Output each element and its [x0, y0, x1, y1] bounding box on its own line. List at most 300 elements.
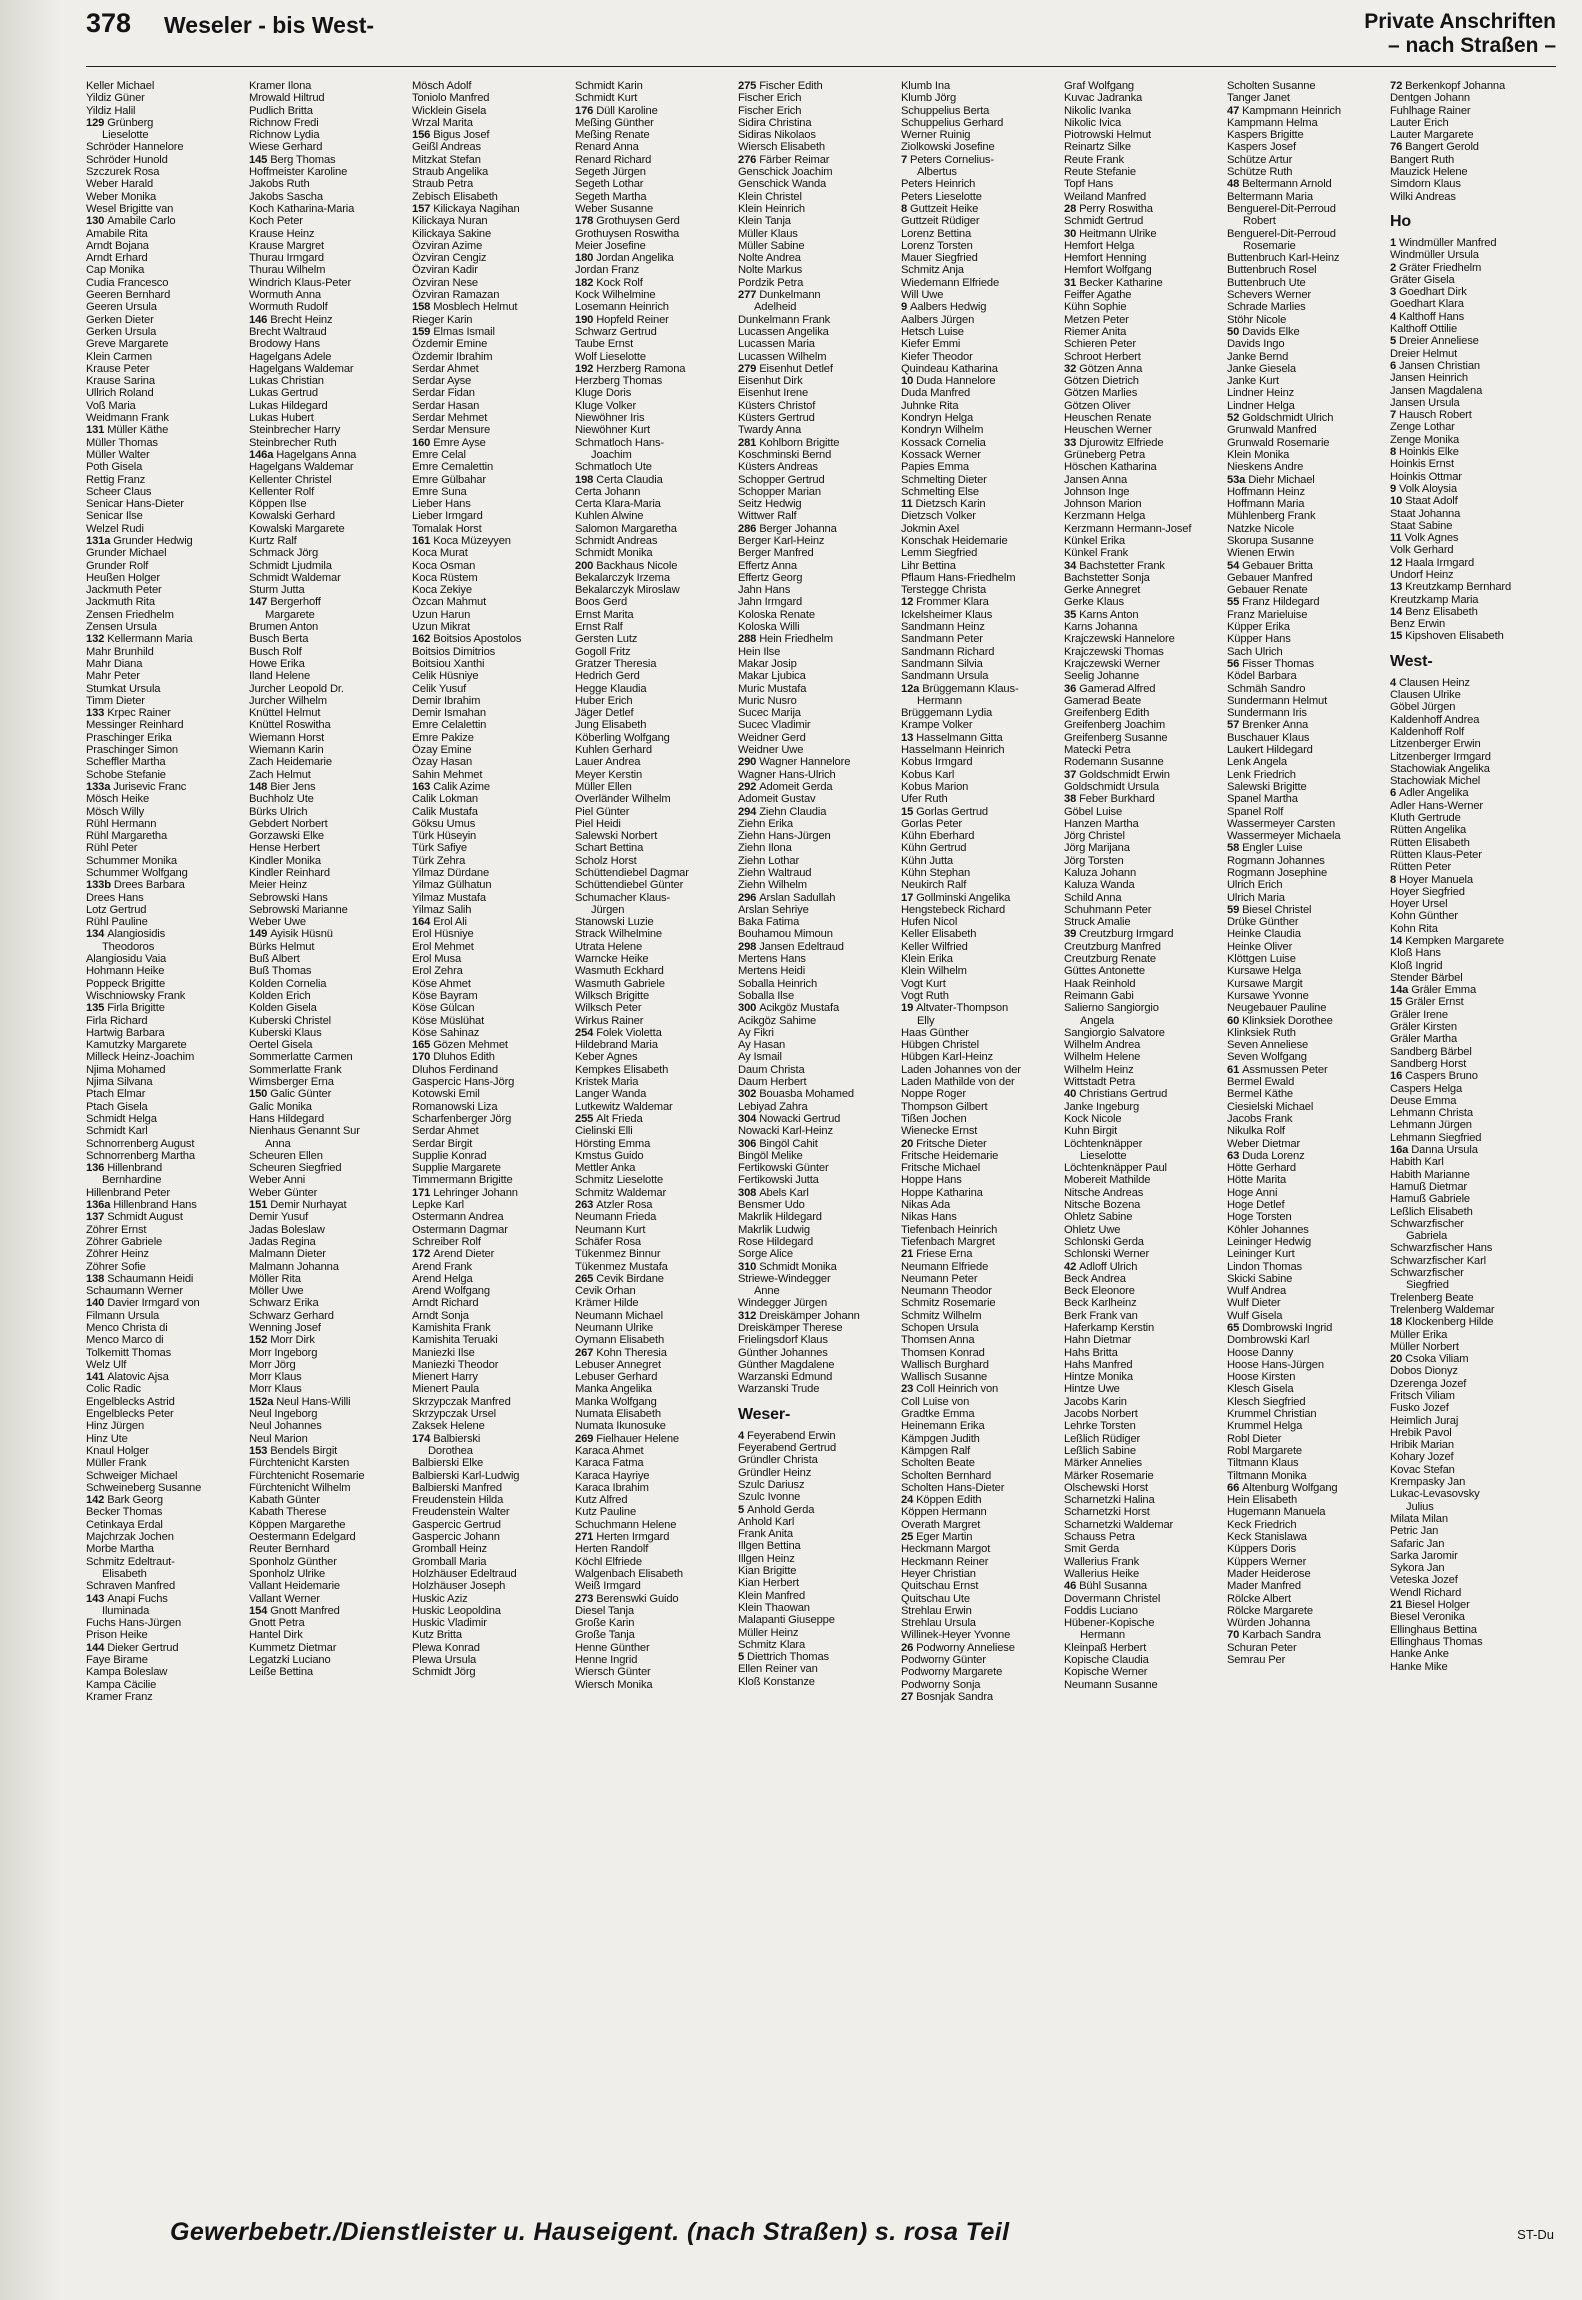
resident-name: Engelblecks Astrid	[86, 1395, 175, 1408]
resident-entry	[1227, 560, 1385, 572]
resident-name: Gersten Lutz	[575, 633, 638, 646]
resident-entry	[249, 1420, 407, 1432]
resident-entry	[1390, 1525, 1548, 1537]
resident-entry	[738, 1383, 896, 1395]
resident-name: Dluhos Ferdinand	[412, 1063, 498, 1076]
house-number: 277	[738, 289, 760, 302]
resident-name: Yilmaz Mustafa	[412, 891, 486, 904]
resident-entry	[738, 978, 896, 990]
resident-name: Twardy Anna	[738, 424, 802, 437]
resident-entry	[575, 596, 733, 608]
resident-name: Tiefenbach Heinrich	[901, 1223, 998, 1236]
resident-name: Fisser Thomas	[1242, 657, 1314, 670]
resident-name: Märker Annelies	[1064, 1457, 1142, 1470]
resident-entry	[738, 1076, 896, 1088]
resident-name: Podworny Sonja	[901, 1678, 981, 1691]
resident-name: Koca Rüstem	[412, 571, 478, 584]
resident-entry	[1064, 1494, 1222, 1506]
resident-entry	[575, 1113, 733, 1125]
resident-entry	[1390, 141, 1548, 153]
resident-entry	[1227, 781, 1385, 793]
resident-entry	[738, 547, 896, 559]
resident-entry	[1227, 1568, 1385, 1580]
house-number: 165	[412, 1039, 434, 1052]
resident-entry	[1390, 1021, 1548, 1033]
resident-entry	[1390, 1009, 1548, 1021]
resident-entry	[249, 240, 407, 252]
resident-entry	[249, 424, 407, 436]
resident-entry	[1390, 1550, 1548, 1562]
resident-entry	[1390, 1107, 1548, 1119]
resident-entry	[575, 1261, 733, 1273]
resident-entry	[575, 510, 733, 522]
resident-name: Perry Roswitha	[1079, 202, 1153, 215]
resident-entry	[412, 953, 570, 965]
resident-entry	[1390, 1304, 1548, 1316]
resident-entry	[738, 1027, 896, 1039]
resident-entry	[575, 387, 733, 399]
resident-entry	[249, 498, 407, 510]
resident-name: Kilickaya Nagihan	[433, 202, 520, 215]
resident-entry	[249, 1187, 407, 1199]
resident-entry	[901, 301, 1059, 313]
resident-entry	[412, 941, 570, 953]
resident-entry	[1064, 474, 1222, 486]
resident-name: Müller Käthe	[107, 424, 169, 437]
resident-entry	[901, 830, 1059, 842]
resident-name: Kobus Irmgard	[901, 756, 973, 769]
resident-name: Jäger Detlef	[575, 707, 634, 720]
resident-entry	[412, 719, 570, 731]
resident-name: Keller Michael	[86, 80, 155, 92]
resident-entry	[86, 1556, 244, 1568]
resident-name: Wilhelm Andrea	[1064, 1039, 1141, 1052]
resident-name: Schmäh Sandro	[1227, 682, 1306, 695]
resident-name: Fuhlhage Rainer	[1390, 104, 1471, 117]
resident-name: Nowacki Karl-Heinz	[738, 1125, 833, 1138]
resident-entry	[738, 1322, 896, 1334]
resident-entry	[1227, 474, 1385, 486]
resident-entry	[575, 154, 733, 166]
resident-entry	[738, 941, 896, 953]
resident-entry	[1390, 249, 1548, 261]
resident-entry	[86, 879, 244, 891]
resident-entry	[249, 596, 407, 608]
resident-name: Kuhn Birgit	[1064, 1125, 1118, 1138]
resident-entry	[1064, 1383, 1222, 1395]
resident-entry	[1064, 1556, 1222, 1568]
resident-name: Leininger Kurt	[1227, 1248, 1295, 1261]
resident-entry	[1390, 471, 1548, 483]
resident-entry	[249, 633, 407, 645]
resident-name: Krause Sarina	[86, 375, 155, 388]
resident-name: Strehlau Erwin	[901, 1604, 972, 1617]
resident-name: Emre Cemalettin	[412, 461, 494, 474]
resident-entry	[412, 400, 570, 412]
resident-entry-continuation	[1064, 1629, 1222, 1641]
resident-entry	[86, 1113, 244, 1125]
resident-entry	[249, 166, 407, 178]
resident-entry	[1064, 1273, 1222, 1285]
resident-entry	[901, 781, 1059, 793]
resident-entry	[738, 1614, 896, 1626]
resident-name: Bark Georg	[107, 1494, 163, 1507]
resident-entry	[412, 1211, 570, 1223]
street-heading: Weser-	[738, 1405, 791, 1423]
resident-name: Emre Celalettin	[412, 719, 487, 732]
resident-entry	[1390, 1488, 1548, 1500]
resident-entry	[738, 1528, 896, 1540]
resident-name: Greifenberg Edith	[1064, 707, 1150, 720]
resident-entry	[1064, 1125, 1222, 1137]
resident-entry	[575, 203, 733, 215]
house-number: 296	[738, 891, 760, 904]
resident-name: Lenk Friedrich	[1227, 768, 1296, 781]
resident-entry	[1227, 1543, 1385, 1555]
resident-entry	[901, 547, 1059, 559]
resident-entry	[86, 1310, 244, 1322]
resident-name: Thompson Gilbert	[901, 1100, 988, 1113]
resident-entry	[738, 1627, 896, 1639]
resident-entry	[86, 1101, 244, 1113]
resident-entry	[1390, 105, 1548, 117]
resident-name: Lukas Hildegard	[249, 399, 328, 412]
resident-entry	[901, 1285, 1059, 1297]
resident-name: Schmidt Gertrud	[1064, 215, 1144, 228]
resident-entry	[738, 387, 896, 399]
resident-name: Drees Barbara	[113, 879, 185, 892]
house-number: 28	[1064, 202, 1080, 215]
resident-name: Grüneberg Petra	[1064, 448, 1146, 461]
resident-entry	[1064, 387, 1222, 399]
resident-name: Sidira Christina	[738, 116, 812, 129]
resident-name: Müller Erika	[1390, 1328, 1448, 1341]
resident-entry	[1064, 1088, 1222, 1100]
resident-entry	[1390, 569, 1548, 581]
resident-entry	[575, 375, 733, 387]
resident-entry	[412, 1076, 570, 1088]
resident-name: Wrzal Marita	[412, 116, 473, 129]
resident-entry	[1227, 314, 1385, 326]
resident-name: Gaspercic Johann	[412, 1531, 500, 1544]
resident-entry	[901, 424, 1059, 436]
resident-name: Davier Irmgard von	[107, 1297, 200, 1310]
resident-entry	[1227, 1420, 1385, 1432]
resident-entry	[249, 707, 407, 719]
resident-entry	[575, 474, 733, 486]
resident-entry	[738, 1334, 896, 1346]
directory-column-6	[901, 80, 1059, 2198]
resident-name: Kindler Monika	[249, 854, 321, 867]
resident-name: Wilhelm Helene	[1064, 1051, 1141, 1064]
resident-name: Hemfort Wolfgang	[1064, 264, 1152, 277]
resident-name: Gabriela	[1406, 1230, 1448, 1243]
resident-name: Rühl Hermann	[86, 817, 157, 830]
house-number: 171	[412, 1186, 434, 1199]
resident-name: Dentgen Johann	[1390, 92, 1471, 105]
resident-entry	[901, 756, 1059, 768]
resident-name: Manka Angelika	[575, 1383, 652, 1396]
resident-name: Mahr Peter	[86, 670, 140, 683]
resident-name: Schild Anna	[1064, 891, 1122, 904]
resident-entry	[1390, 1513, 1548, 1525]
resident-name: Schuran Peter	[1227, 1641, 1297, 1654]
resident-name: Weber Günter	[249, 1186, 318, 1199]
resident-name: Lukac-Levasovsky	[1390, 1488, 1480, 1501]
resident-name: Warzanski Trude	[738, 1383, 820, 1396]
resident-name: Dombrowski Karl	[1227, 1334, 1310, 1347]
resident-name: Lorenz Bettina	[901, 227, 972, 240]
resident-entry	[1064, 141, 1222, 153]
resident-name: Bingöl Melike	[738, 1149, 803, 1162]
resident-entry	[1390, 1587, 1548, 1599]
resident-name: Ziehn Erika	[738, 817, 793, 830]
resident-name: Zöhrer Sofie	[86, 1260, 146, 1273]
resident-entry	[575, 1445, 733, 1457]
resident-entry	[901, 1322, 1059, 1334]
resident-name: Schmitz Lieselotte	[575, 1174, 664, 1187]
resident-entry	[575, 117, 733, 129]
resident-entry	[249, 1051, 407, 1063]
resident-entry	[575, 1543, 733, 1555]
resident-name: Sundermann Helmut	[1227, 694, 1328, 707]
resident-name: Greve Margarete	[86, 338, 169, 351]
resident-name: Will Uwe	[901, 289, 944, 302]
resident-name: Schopper Marian	[738, 485, 821, 498]
directory-column-9	[1390, 80, 1548, 2198]
resident-name: Schevers Werner	[1227, 289, 1311, 302]
resident-entry	[1227, 1494, 1385, 1506]
resident-name: Lemm Siegfried	[901, 547, 978, 560]
resident-name: Hoge Anni	[1227, 1186, 1278, 1199]
house-number: 170	[412, 1051, 434, 1064]
resident-name: Messinger Reinhard	[86, 719, 184, 732]
resident-name: Brüggemann Klaus-	[922, 682, 1019, 695]
resident-name: Peters Heinrich	[901, 178, 976, 191]
resident-name: Caspers Helga	[1390, 1082, 1463, 1095]
resident-entry	[1064, 228, 1222, 240]
resident-name: Lebuser Gerhard	[575, 1371, 658, 1384]
resident-name: Emre Pakize	[412, 731, 474, 744]
resident-name: Brodowy Hans	[249, 338, 320, 351]
resident-name: Köse Sahinaz	[412, 1026, 480, 1039]
resident-name: Schwarz Erika	[249, 1297, 319, 1310]
resident-name: Hasselmann Heinrich	[901, 744, 1005, 757]
resident-name: Klein Heinrich	[738, 202, 805, 215]
resident-name: Hoinkis Elke	[1399, 446, 1459, 459]
resident-name: Laden Mathilde von der	[901, 1076, 1015, 1089]
resident-name: Wilksch Brigitte	[575, 989, 650, 1002]
resident-name: Emre Suna	[412, 485, 467, 498]
resident-entry	[249, 412, 407, 424]
resident-entry	[249, 535, 407, 547]
resident-entry	[86, 1051, 244, 1063]
resident-name: Jürgen	[591, 903, 625, 916]
resident-name: Janke Ingeburg	[1064, 1100, 1140, 1113]
house-number: 149	[249, 928, 271, 941]
resident-name: Struck Amalie	[1064, 916, 1131, 929]
resident-name: Quitschau Ute	[901, 1592, 970, 1605]
resident-entry	[1064, 363, 1222, 375]
resident-name: Praschinger Erika	[86, 731, 172, 744]
resident-entry-continuation	[86, 941, 244, 953]
resident-entry	[86, 1580, 244, 1592]
resident-entry	[412, 855, 570, 867]
resident-entry	[249, 683, 407, 695]
resident-name: Fritsch Viliam	[1390, 1389, 1455, 1402]
resident-entry	[249, 326, 407, 338]
resident-entry	[86, 363, 244, 375]
resident-entry	[901, 1506, 1059, 1518]
resident-entry	[1390, 861, 1548, 873]
resident-name: Janke Bernd	[1227, 350, 1289, 363]
resident-name: Lieselotte	[1080, 1149, 1127, 1162]
resident-entry-continuation	[901, 695, 1059, 707]
resident-name: Spanel Martha	[1227, 793, 1298, 806]
resident-entry	[86, 1015, 244, 1027]
house-number: 308	[738, 1186, 760, 1199]
resident-name: Njima Mohamed	[86, 1063, 166, 1076]
resident-entry	[1064, 289, 1222, 301]
resident-entry	[86, 141, 244, 153]
resident-name: Gnott Manfred	[270, 1604, 340, 1617]
resident-entry	[1064, 92, 1222, 104]
resident-name: Kämpgen Judith	[901, 1432, 980, 1445]
resident-entry	[86, 1039, 244, 1051]
resident-name: Kabath Therese	[249, 1506, 327, 1519]
resident-name: Dreier Helmut	[1390, 347, 1458, 360]
resident-entry	[412, 1347, 570, 1359]
resident-name: Kmstus Guido	[575, 1149, 644, 1162]
resident-name: Feber Burkhard	[1079, 793, 1155, 806]
resident-entry	[86, 904, 244, 916]
resident-entry	[249, 154, 407, 166]
resident-name: Nikolic Ivanka	[1064, 104, 1131, 117]
resident-entry	[412, 1088, 570, 1100]
resident-entry	[1064, 1531, 1222, 1543]
resident-name: Kursawe Margit	[1227, 977, 1303, 990]
resident-entry	[901, 1187, 1059, 1199]
resident-entry	[86, 990, 244, 1002]
resident-entry	[412, 1629, 570, 1641]
resident-name: Kühn Stephan	[901, 867, 971, 879]
resident-entry	[1390, 947, 1548, 959]
resident-name: Heuschen Renate	[1064, 412, 1152, 425]
resident-entry	[412, 178, 570, 190]
resident-entry	[249, 1371, 407, 1383]
resident-name: Yildiz Halil	[86, 104, 136, 117]
resident-name: Grunder Hedwig	[113, 534, 193, 547]
resident-name: Klein Monika	[1227, 448, 1290, 461]
house-number: 161	[412, 534, 434, 547]
resident-entry	[1390, 1402, 1548, 1414]
resident-name: Wallerius Frank	[1064, 1555, 1140, 1568]
resident-name: Drees Hans	[86, 891, 144, 904]
resident-entry	[575, 141, 733, 153]
resident-entry	[1064, 1666, 1222, 1678]
resident-entry	[412, 695, 570, 707]
resident-entry	[249, 1162, 407, 1174]
house-number: 58	[1227, 842, 1243, 855]
resident-name: Semrau Per	[1227, 1654, 1286, 1666]
resident-entry	[1064, 928, 1222, 940]
resident-name: Kian Brigitte	[738, 1565, 797, 1578]
resident-entry	[412, 92, 570, 104]
resident-entry	[249, 351, 407, 363]
resident-name: Kampmann Helma	[1227, 116, 1318, 129]
resident-name: Küppers Werner	[1227, 1555, 1307, 1568]
resident-name: Nienhaus Genannt Sur	[249, 1125, 360, 1138]
house-number: 163	[412, 780, 434, 793]
resident-entry	[1390, 1329, 1548, 1341]
resident-name: Fertikowski Günter	[738, 1162, 829, 1175]
resident-name: Windmüller Ursula	[1390, 249, 1479, 262]
resident-entry	[86, 1236, 244, 1248]
resident-name: Mertens Hans	[738, 953, 806, 966]
resident-entry	[86, 1076, 244, 1088]
resident-entry	[249, 437, 407, 449]
house-number: 141	[86, 1371, 108, 1384]
resident-name: Kuhlen Gerhard	[575, 744, 652, 757]
resident-entry	[738, 1347, 896, 1359]
resident-entry	[901, 1347, 1059, 1359]
house-number: 143	[86, 1592, 108, 1605]
resident-entry	[1390, 1218, 1548, 1230]
resident-name: Skicki Sabine	[1227, 1272, 1293, 1285]
resident-name: Kohn Günther	[1390, 910, 1458, 923]
resident-entry	[1227, 1347, 1385, 1359]
resident-entry	[1390, 910, 1548, 922]
resident-entry	[1227, 437, 1385, 449]
resident-entry	[901, 92, 1059, 104]
resident-entry	[1227, 1629, 1385, 1641]
resident-entry	[1064, 80, 1222, 92]
resident-name: Neumann Michael	[575, 1309, 663, 1322]
resident-name: Effertz Georg	[738, 571, 803, 584]
resident-entry	[901, 941, 1059, 953]
resident-name: Baka Fatima	[738, 916, 800, 929]
resident-entry	[412, 633, 570, 645]
resident-name: Veteska Jozef	[1390, 1574, 1458, 1587]
resident-name: Windmüller Manfred	[1399, 236, 1497, 249]
resident-entry	[738, 351, 896, 363]
resident-entry	[1064, 351, 1222, 363]
resident-entry	[249, 1174, 407, 1186]
resident-entry	[1227, 1273, 1385, 1285]
resident-entry	[575, 1359, 733, 1371]
house-number: 55	[1227, 596, 1243, 609]
resident-entry	[1064, 867, 1222, 879]
house-number: 254	[575, 1026, 597, 1039]
resident-entry	[575, 756, 733, 768]
resident-name: Morbe Martha	[86, 1543, 154, 1556]
directory-column-5	[738, 80, 896, 2198]
resident-entry	[1227, 166, 1385, 178]
resident-name: Ernst Marita	[575, 608, 634, 621]
resident-name: Sucec Marija	[738, 707, 801, 720]
resident-name: Lauer Andrea	[575, 756, 641, 769]
house-number: 159	[412, 325, 434, 338]
resident-entry	[1227, 1051, 1385, 1063]
resident-name: Gräler Martha	[1390, 1033, 1458, 1046]
resident-entry	[1390, 1292, 1548, 1304]
resident-name: Daum Herbert	[738, 1076, 807, 1089]
resident-name: Küpper Hans	[1227, 633, 1291, 646]
resident-entry	[86, 547, 244, 559]
resident-name: Weiß Irmgard	[575, 1580, 641, 1593]
resident-name: Neumann Susanne	[1064, 1678, 1158, 1691]
resident-entry	[249, 1543, 407, 1555]
